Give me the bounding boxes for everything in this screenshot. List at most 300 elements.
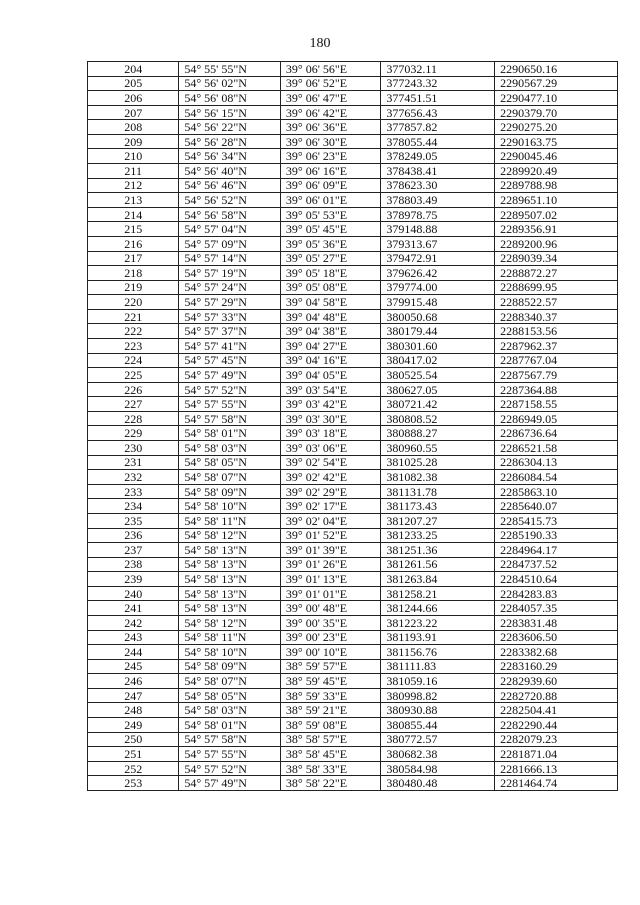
x-coordinate-cell: 381244.66	[381, 601, 495, 616]
longitude-cell: 39° 01' 01"E	[280, 586, 381, 601]
point-number-cell: 226	[88, 382, 179, 397]
table-row	[88, 747, 618, 762]
latitude-cell: 54° 58' 03"N	[179, 703, 281, 718]
point-number-cell: 232	[88, 470, 179, 485]
point-number-cell: 204	[88, 62, 179, 77]
table-row	[88, 149, 618, 164]
y-coordinate-cell: 2290163.75	[495, 134, 618, 149]
point-number-cell: 216	[88, 236, 179, 251]
x-coordinate-cell: 381025.28	[381, 455, 495, 470]
latitude-cell: 54° 56' 52"N	[179, 193, 281, 208]
y-coordinate-cell: 2283160.29	[495, 659, 618, 674]
latitude-cell: 54° 57' 04"N	[179, 222, 281, 237]
point-number-cell: 205	[88, 76, 179, 91]
x-coordinate-cell: 381082.38	[381, 470, 495, 485]
latitude-cell: 54° 56' 22"N	[179, 120, 281, 135]
point-number-cell: 223	[88, 338, 179, 353]
latitude-cell: 54° 58' 09"N	[179, 484, 281, 499]
y-coordinate-cell: 2285863.10	[495, 484, 618, 499]
latitude-cell: 54° 58' 12"N	[179, 528, 281, 543]
table-row	[88, 397, 618, 412]
point-number-cell: 225	[88, 368, 179, 383]
point-number-cell: 224	[88, 353, 179, 368]
table-row	[88, 295, 618, 310]
y-coordinate-cell: 2285415.73	[495, 513, 618, 528]
latitude-cell: 54° 57' 14"N	[179, 251, 281, 266]
point-number-cell: 236	[88, 528, 179, 543]
longitude-cell: 39° 05' 27"E	[280, 251, 381, 266]
point-number-cell: 235	[88, 513, 179, 528]
latitude-cell: 54° 56' 34"N	[179, 149, 281, 164]
longitude-cell: 38° 59' 33"E	[280, 688, 381, 703]
point-number-cell: 237	[88, 543, 179, 558]
y-coordinate-cell: 2282720.88	[495, 688, 618, 703]
x-coordinate-cell: 379472.91	[381, 251, 495, 266]
x-coordinate-cell: 381111.83	[381, 659, 495, 674]
longitude-cell: 38° 58' 45"E	[280, 747, 381, 762]
y-coordinate-cell: 2284737.52	[495, 557, 618, 572]
point-number-cell: 217	[88, 251, 179, 266]
longitude-cell: 39° 06' 36"E	[280, 120, 381, 135]
point-number-cell: 240	[88, 586, 179, 601]
table-row	[88, 499, 618, 514]
longitude-cell: 39° 06' 56"E	[280, 62, 381, 77]
y-coordinate-cell: 2287158.55	[495, 397, 618, 412]
latitude-cell: 54° 57' 49"N	[179, 368, 281, 383]
point-number-cell: 219	[88, 280, 179, 295]
y-coordinate-cell: 2289200.96	[495, 236, 618, 251]
table-row	[88, 601, 618, 616]
point-number-cell: 215	[88, 222, 179, 237]
y-coordinate-cell: 2289507.02	[495, 207, 618, 222]
longitude-cell: 38° 59' 08"E	[280, 718, 381, 733]
longitude-cell: 39° 01' 39"E	[280, 543, 381, 558]
x-coordinate-cell: 381223.22	[381, 615, 495, 630]
longitude-cell: 38° 59' 21"E	[280, 703, 381, 718]
latitude-cell: 54° 58' 13"N	[179, 586, 281, 601]
x-coordinate-cell: 380301.60	[381, 338, 495, 353]
x-coordinate-cell: 380855.44	[381, 718, 495, 733]
longitude-cell: 38° 59' 57"E	[280, 659, 381, 674]
table-row	[88, 178, 618, 193]
latitude-cell: 54° 58' 01"N	[179, 426, 281, 441]
x-coordinate-cell: 380480.48	[381, 776, 495, 791]
coordinates-table	[87, 61, 618, 791]
point-number-cell: 241	[88, 601, 179, 616]
table-row	[88, 353, 618, 368]
point-number-cell: 222	[88, 324, 179, 339]
x-coordinate-cell: 378803.49	[381, 193, 495, 208]
table-row	[88, 543, 618, 558]
y-coordinate-cell: 2289039.34	[495, 251, 618, 266]
table-row	[88, 572, 618, 587]
point-number-cell: 250	[88, 732, 179, 747]
y-coordinate-cell: 2285190.33	[495, 528, 618, 543]
latitude-cell: 54° 58' 05"N	[179, 688, 281, 703]
latitude-cell: 54° 58' 05"N	[179, 455, 281, 470]
y-coordinate-cell: 2288153.56	[495, 324, 618, 339]
table-row	[88, 470, 618, 485]
latitude-cell: 54° 58' 07"N	[179, 674, 281, 689]
x-coordinate-cell: 381059.16	[381, 674, 495, 689]
y-coordinate-cell: 2288522.57	[495, 295, 618, 310]
longitude-cell: 39° 05' 53"E	[280, 207, 381, 222]
longitude-cell: 39° 05' 45"E	[280, 222, 381, 237]
latitude-cell: 54° 58' 13"N	[179, 543, 281, 558]
latitude-cell: 54° 57' 52"N	[179, 761, 281, 776]
y-coordinate-cell: 2288340.37	[495, 309, 618, 324]
longitude-cell: 39° 05' 18"E	[280, 266, 381, 281]
point-number-cell: 234	[88, 499, 179, 514]
longitude-cell: 39° 01' 52"E	[280, 528, 381, 543]
longitude-cell: 39° 04' 48"E	[280, 309, 381, 324]
y-coordinate-cell: 2290045.46	[495, 149, 618, 164]
longitude-cell: 39° 02' 42"E	[280, 470, 381, 485]
x-coordinate-cell: 380682.38	[381, 747, 495, 762]
point-number-cell: 212	[88, 178, 179, 193]
point-number-cell: 238	[88, 557, 179, 572]
x-coordinate-cell: 378623.30	[381, 178, 495, 193]
latitude-cell: 54° 58' 13"N	[179, 601, 281, 616]
point-number-cell: 247	[88, 688, 179, 703]
latitude-cell: 54° 56' 46"N	[179, 178, 281, 193]
point-number-cell: 213	[88, 193, 179, 208]
latitude-cell: 54° 58' 07"N	[179, 470, 281, 485]
table-row	[88, 761, 618, 776]
latitude-cell: 54° 58' 11"N	[179, 630, 281, 645]
y-coordinate-cell: 2289356.91	[495, 222, 618, 237]
table-row	[88, 659, 618, 674]
latitude-cell: 54° 57' 29"N	[179, 295, 281, 310]
table-row	[88, 91, 618, 106]
longitude-cell: 39° 04' 27"E	[280, 338, 381, 353]
point-number-cell: 230	[88, 441, 179, 456]
x-coordinate-cell: 379774.00	[381, 280, 495, 295]
latitude-cell: 54° 57' 55"N	[179, 397, 281, 412]
table-row	[88, 266, 618, 281]
y-coordinate-cell: 2286304.13	[495, 455, 618, 470]
y-coordinate-cell: 2282079.23	[495, 732, 618, 747]
latitude-cell: 54° 58' 13"N	[179, 572, 281, 587]
table-row	[88, 134, 618, 149]
point-number-cell: 227	[88, 397, 179, 412]
point-number-cell: 229	[88, 426, 179, 441]
longitude-cell: 39° 02' 04"E	[280, 513, 381, 528]
longitude-cell: 39° 00' 35"E	[280, 615, 381, 630]
longitude-cell: 39° 03' 06"E	[280, 441, 381, 456]
longitude-cell: 38° 58' 22"E	[280, 776, 381, 791]
page-number: 180	[309, 36, 331, 51]
x-coordinate-cell: 379313.67	[381, 236, 495, 251]
longitude-cell: 39° 06' 47"E	[280, 91, 381, 106]
table-row	[88, 732, 618, 747]
x-coordinate-cell: 380525.54	[381, 368, 495, 383]
point-number-cell: 220	[88, 295, 179, 310]
longitude-cell: 39° 01' 26"E	[280, 557, 381, 572]
y-coordinate-cell: 2289651.10	[495, 193, 618, 208]
y-coordinate-cell: 2284283.83	[495, 586, 618, 601]
table-row	[88, 222, 618, 237]
y-coordinate-cell: 2286949.05	[495, 411, 618, 426]
y-coordinate-cell: 2290567.29	[495, 76, 618, 91]
longitude-cell: 39° 02' 29"E	[280, 484, 381, 499]
point-number-cell: 245	[88, 659, 179, 674]
x-coordinate-cell: 380584.98	[381, 761, 495, 776]
x-coordinate-cell: 377451.51	[381, 91, 495, 106]
latitude-cell: 54° 56' 58"N	[179, 207, 281, 222]
table-row	[88, 645, 618, 660]
x-coordinate-cell: 381258.21	[381, 586, 495, 601]
longitude-cell: 39° 03' 42"E	[280, 397, 381, 412]
latitude-cell: 54° 57' 19"N	[179, 266, 281, 281]
table-row	[88, 426, 618, 441]
point-number-cell: 248	[88, 703, 179, 718]
longitude-cell: 39° 01' 13"E	[280, 572, 381, 587]
table-row	[88, 703, 618, 718]
point-number-cell: 221	[88, 309, 179, 324]
latitude-cell: 54° 57' 09"N	[179, 236, 281, 251]
longitude-cell: 39° 02' 17"E	[280, 499, 381, 514]
point-number-cell: 251	[88, 747, 179, 762]
table-row	[88, 776, 618, 791]
x-coordinate-cell: 377032.11	[381, 62, 495, 77]
y-coordinate-cell: 2290275.20	[495, 120, 618, 135]
x-coordinate-cell: 380930.88	[381, 703, 495, 718]
latitude-cell: 54° 58' 12"N	[179, 615, 281, 630]
y-coordinate-cell: 2290477.10	[495, 91, 618, 106]
point-number-cell: 244	[88, 645, 179, 660]
point-number-cell: 209	[88, 134, 179, 149]
longitude-cell: 39° 04' 05"E	[280, 368, 381, 383]
latitude-cell: 54° 57' 37"N	[179, 324, 281, 339]
point-number-cell: 231	[88, 455, 179, 470]
y-coordinate-cell: 2281871.04	[495, 747, 618, 762]
point-number-cell: 252	[88, 761, 179, 776]
x-coordinate-cell: 381251.36	[381, 543, 495, 558]
y-coordinate-cell: 2287364.88	[495, 382, 618, 397]
longitude-cell: 39° 00' 23"E	[280, 630, 381, 645]
y-coordinate-cell: 2281666.13	[495, 761, 618, 776]
x-coordinate-cell: 381263.84	[381, 572, 495, 587]
table-row	[88, 441, 618, 456]
x-coordinate-cell: 380888.27	[381, 426, 495, 441]
longitude-cell: 39° 04' 58"E	[280, 295, 381, 310]
table-row	[88, 688, 618, 703]
table-row	[88, 615, 618, 630]
x-coordinate-cell: 378249.05	[381, 149, 495, 164]
longitude-cell: 39° 06' 42"E	[280, 105, 381, 120]
table-row	[88, 630, 618, 645]
table-row	[88, 513, 618, 528]
table-row	[88, 718, 618, 733]
y-coordinate-cell: 2290379.70	[495, 105, 618, 120]
longitude-cell: 39° 06' 16"E	[280, 164, 381, 179]
x-coordinate-cell: 380998.82	[381, 688, 495, 703]
x-coordinate-cell: 380627.05	[381, 382, 495, 397]
table-row	[88, 309, 618, 324]
longitude-cell: 39° 06' 23"E	[280, 149, 381, 164]
x-coordinate-cell: 380960.55	[381, 441, 495, 456]
point-number-cell: 242	[88, 615, 179, 630]
x-coordinate-cell: 378978.75	[381, 207, 495, 222]
y-coordinate-cell: 2287962.37	[495, 338, 618, 353]
y-coordinate-cell: 2283831.48	[495, 615, 618, 630]
x-coordinate-cell: 381261.56	[381, 557, 495, 572]
table-row	[88, 528, 618, 543]
latitude-cell: 54° 57' 24"N	[179, 280, 281, 295]
longitude-cell: 39° 05' 08"E	[280, 280, 381, 295]
table-row	[88, 324, 618, 339]
table-row	[88, 368, 618, 383]
table-row	[88, 120, 618, 135]
y-coordinate-cell: 2287767.04	[495, 353, 618, 368]
table-row	[88, 382, 618, 397]
x-coordinate-cell: 377243.32	[381, 76, 495, 91]
y-coordinate-cell: 2284510.64	[495, 572, 618, 587]
latitude-cell: 54° 55' 55"N	[179, 62, 281, 77]
point-number-cell: 253	[88, 776, 179, 791]
latitude-cell: 54° 57' 41"N	[179, 338, 281, 353]
y-coordinate-cell: 2283382.68	[495, 645, 618, 660]
x-coordinate-cell: 377656.43	[381, 105, 495, 120]
latitude-cell: 54° 58' 10"N	[179, 499, 281, 514]
y-coordinate-cell: 2290650.16	[495, 62, 618, 77]
x-coordinate-cell: 379626.42	[381, 266, 495, 281]
longitude-cell: 39° 00' 48"E	[280, 601, 381, 616]
table-row	[88, 338, 618, 353]
longitude-cell: 38° 59' 45"E	[280, 674, 381, 689]
latitude-cell: 54° 58' 10"N	[179, 645, 281, 660]
x-coordinate-cell: 379915.48	[381, 295, 495, 310]
latitude-cell: 54° 57' 58"N	[179, 732, 281, 747]
latitude-cell: 54° 57' 49"N	[179, 776, 281, 791]
longitude-cell: 38° 58' 33"E	[280, 761, 381, 776]
x-coordinate-cell: 381233.25	[381, 528, 495, 543]
latitude-cell: 54° 57' 58"N	[179, 411, 281, 426]
point-number-cell: 211	[88, 164, 179, 179]
point-number-cell: 214	[88, 207, 179, 222]
x-coordinate-cell: 380772.57	[381, 732, 495, 747]
x-coordinate-cell: 380808.52	[381, 411, 495, 426]
y-coordinate-cell: 2282939.60	[495, 674, 618, 689]
longitude-cell: 39° 04' 38"E	[280, 324, 381, 339]
table-row	[88, 105, 618, 120]
longitude-cell: 39° 02' 54"E	[280, 455, 381, 470]
latitude-cell: 54° 58' 03"N	[179, 441, 281, 456]
x-coordinate-cell: 380179.44	[381, 324, 495, 339]
longitude-cell: 39° 06' 52"E	[280, 76, 381, 91]
y-coordinate-cell: 2288872.27	[495, 266, 618, 281]
x-coordinate-cell: 381131.78	[381, 484, 495, 499]
latitude-cell: 54° 57' 33"N	[179, 309, 281, 324]
coordinates-table-body	[88, 62, 618, 791]
longitude-cell: 39° 06' 09"E	[280, 178, 381, 193]
point-number-cell: 207	[88, 105, 179, 120]
point-number-cell: 246	[88, 674, 179, 689]
longitude-cell: 38° 58' 57"E	[280, 732, 381, 747]
x-coordinate-cell: 378438.41	[381, 164, 495, 179]
latitude-cell: 54° 57' 52"N	[179, 382, 281, 397]
y-coordinate-cell: 2281464.74	[495, 776, 618, 791]
y-coordinate-cell: 2286521.58	[495, 441, 618, 456]
table-row	[88, 280, 618, 295]
point-number-cell: 243	[88, 630, 179, 645]
point-number-cell: 239	[88, 572, 179, 587]
point-number-cell: 210	[88, 149, 179, 164]
x-coordinate-cell: 381193.91	[381, 630, 495, 645]
x-coordinate-cell: 381156.76	[381, 645, 495, 660]
point-number-cell: 249	[88, 718, 179, 733]
y-coordinate-cell: 2286736.64	[495, 426, 618, 441]
point-number-cell: 206	[88, 91, 179, 106]
table-row	[88, 455, 618, 470]
latitude-cell: 54° 58' 09"N	[179, 659, 281, 674]
point-number-cell: 228	[88, 411, 179, 426]
y-coordinate-cell: 2287567.79	[495, 368, 618, 383]
x-coordinate-cell: 377857.82	[381, 120, 495, 135]
latitude-cell: 54° 57' 55"N	[179, 747, 281, 762]
longitude-cell: 39° 03' 54"E	[280, 382, 381, 397]
y-coordinate-cell: 2282504.41	[495, 703, 618, 718]
y-coordinate-cell: 2283606.50	[495, 630, 618, 645]
latitude-cell: 54° 56' 08"N	[179, 91, 281, 106]
latitude-cell: 54° 56' 40"N	[179, 164, 281, 179]
table-row	[88, 557, 618, 572]
x-coordinate-cell: 381207.27	[381, 513, 495, 528]
table-row	[88, 674, 618, 689]
table-row	[88, 164, 618, 179]
longitude-cell: 39° 04' 16"E	[280, 353, 381, 368]
point-number-cell: 218	[88, 266, 179, 281]
latitude-cell: 54° 58' 01"N	[179, 718, 281, 733]
longitude-cell: 39° 06' 01"E	[280, 193, 381, 208]
table-row	[88, 586, 618, 601]
point-number-cell: 233	[88, 484, 179, 499]
y-coordinate-cell: 2282290.44	[495, 718, 618, 733]
y-coordinate-cell: 2286084.54	[495, 470, 618, 485]
table-row	[88, 484, 618, 499]
x-coordinate-cell: 380050.68	[381, 309, 495, 324]
longitude-cell: 39° 05' 36"E	[280, 236, 381, 251]
latitude-cell: 54° 56' 28"N	[179, 134, 281, 149]
table-row	[88, 236, 618, 251]
y-coordinate-cell: 2289920.49	[495, 164, 618, 179]
table-row	[88, 76, 618, 91]
y-coordinate-cell: 2288699.95	[495, 280, 618, 295]
x-coordinate-cell: 379148.88	[381, 222, 495, 237]
latitude-cell: 54° 57' 45"N	[179, 353, 281, 368]
y-coordinate-cell: 2285640.07	[495, 499, 618, 514]
latitude-cell: 54° 58' 11"N	[179, 513, 281, 528]
y-coordinate-cell: 2284057.35	[495, 601, 618, 616]
x-coordinate-cell: 381173.43	[381, 499, 495, 514]
table-row	[88, 207, 618, 222]
longitude-cell: 39° 00' 10"E	[280, 645, 381, 660]
point-number-cell: 208	[88, 120, 179, 135]
table-row	[88, 193, 618, 208]
x-coordinate-cell: 380417.02	[381, 353, 495, 368]
latitude-cell: 54° 56' 15"N	[179, 105, 281, 120]
latitude-cell: 54° 58' 13"N	[179, 557, 281, 572]
longitude-cell: 39° 03' 30"E	[280, 411, 381, 426]
table-row	[88, 251, 618, 266]
longitude-cell: 39° 06' 30"E	[280, 134, 381, 149]
table-row	[88, 411, 618, 426]
x-coordinate-cell: 378055.44	[381, 134, 495, 149]
x-coordinate-cell: 380721.42	[381, 397, 495, 412]
longitude-cell: 39° 03' 18"E	[280, 426, 381, 441]
latitude-cell: 54° 56' 02"N	[179, 76, 281, 91]
